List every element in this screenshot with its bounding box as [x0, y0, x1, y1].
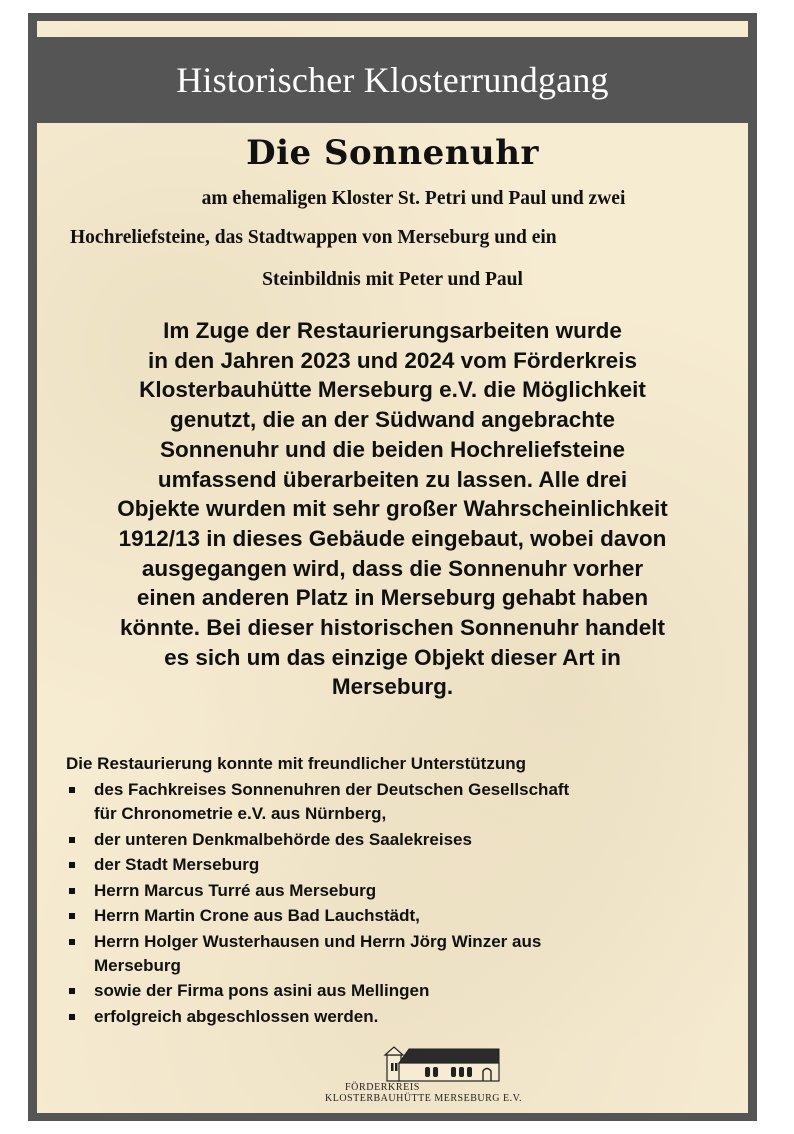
list-item-line: Herrn Martin Crone aus Bad Lauchstädt, — [94, 906, 420, 925]
body-line: es sich um das einzige Objekt dieser Art in — [164, 644, 621, 670]
bullet-square-icon — [69, 888, 75, 894]
bullet-square-icon — [69, 787, 75, 793]
body-line: Sonnenuhr und die beiden Hochreliefsteine — [159, 436, 626, 462]
monastery-building-icon — [287, 1043, 507, 1083]
body-line: genutzt, die an der Südwand angebrachte — [169, 407, 616, 433]
subtitle-line-3: Steinbildnis mit Peter und Paul — [262, 269, 523, 290]
acknowledgements — [66, 752, 726, 1030]
parchment-panel — [37, 21, 748, 1113]
body-line: Klosterbauhütte Merseburg e.V. die Möglichkeit — [139, 377, 646, 403]
subtitle-line-2: Hochreliefsteine, das Stadtwappen von Merseburg und ein — [70, 227, 557, 248]
body-line: Merseburg. — [331, 674, 454, 700]
list-item — [66, 828, 726, 852]
list-item-line: Herrn Holger Wusterhausen und Herrn Jörg Winzer aus — [94, 931, 542, 951]
bullet-square-icon — [69, 939, 75, 945]
logo-text-line-1: FÖRDERKREIS — [345, 1082, 420, 1093]
body-line: ausgegangen wird, dass die Sonnenuhr vorher — [141, 555, 644, 581]
body-line: in den Jahren 2023 und 2024 vom Förderkreis — [148, 347, 637, 373]
list-item — [66, 778, 726, 826]
page-title: Die Sonnenuhr — [246, 133, 539, 173]
list-item-line: Merseburg — [94, 955, 181, 975]
list-item-line: Herrn Marcus Turré aus Merseburg — [94, 880, 377, 900]
list-item-line: der Stadt Merseburg — [94, 855, 260, 874]
list-item-line: für Chronometrie e.V. aus Nürnberg, — [94, 804, 387, 823]
bullet-square-icon — [69, 988, 75, 994]
list-item — [66, 904, 726, 928]
list-item-line: sowie der Firma pons asini aus Mellingen — [94, 981, 430, 1000]
list-item-line: der unteren Denkmalbehörde des Saalekreises — [94, 829, 472, 849]
foerderkreis-logo — [287, 1043, 523, 1109]
subtitle-line-1: am ehemaligen Kloster St. Petri und Paul und zwei — [201, 188, 626, 209]
list-item — [66, 1005, 726, 1029]
body-line: umfassend überarbeiten zu lassen. Alle drei — [157, 466, 628, 492]
bullet-square-icon — [69, 1014, 75, 1020]
list-item-line: erfolgreich abgeschlossen werden. — [94, 1006, 379, 1026]
acknowledgements-intro: Die Restaurierung konnte mit freundlicher Unterstützung — [66, 754, 526, 773]
list-item — [66, 930, 726, 978]
list-item — [66, 979, 726, 1003]
bullet-square-icon — [69, 913, 75, 919]
bullet-square-icon — [69, 862, 75, 868]
body-line: könnte. Bei dieser historischen Sonnenuhr handelt — [119, 615, 666, 641]
list-item — [66, 879, 726, 903]
body-line: einen anderen Platz in Merseburg gehabt haben — [136, 585, 649, 611]
body-line: Im Zuge der Restaurierungsarbeiten wurde — [163, 318, 622, 343]
bullet-square-icon — [69, 837, 75, 843]
acknowledgements-list — [66, 778, 726, 1029]
body-line: 1912/13 in dieses Gebäude eingebaut, wobei davon — [118, 525, 667, 551]
list-item — [66, 853, 726, 877]
header-bar — [37, 37, 748, 123]
body-line: Objekte wurden mit sehr großer Wahrscheinlichkeit — [117, 496, 668, 522]
list-item-line: des Fachkreises Sonnenuhren der Deutschen Gesellschaft — [94, 780, 570, 799]
body-paragraph — [37, 316, 748, 702]
header-title: Historischer Klosterrundgang — [176, 60, 609, 100]
sign-frame — [28, 13, 757, 1121]
logo-text-line-2: KLOSTERBAUHÜTTE MERSEBURG E.V. — [325, 1093, 523, 1104]
